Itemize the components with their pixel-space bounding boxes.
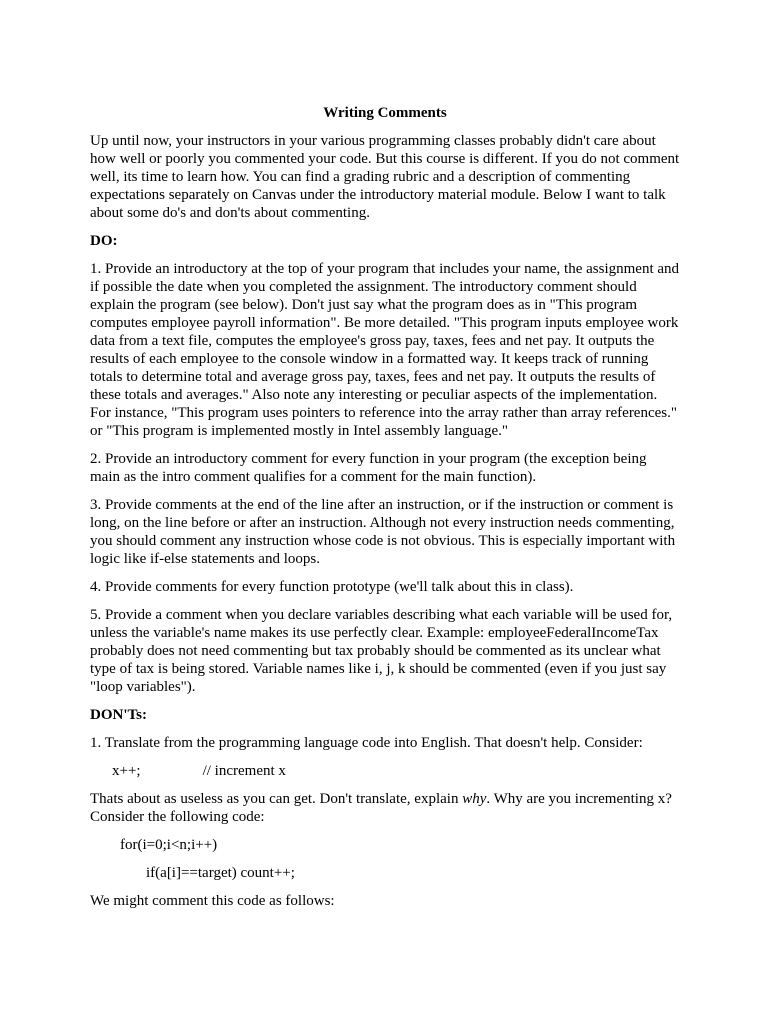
code-statement: x++; bbox=[112, 763, 141, 779]
useless-text-pre: Thats about as useless as you can get. Don't translate, explain bbox=[90, 791, 463, 807]
dont-item-1: 1. Translate from the programming language code into English. That doesn't help. Consider: bbox=[90, 735, 643, 751]
useless-text-post: . Why are you incrementing x? Consider the following code: bbox=[90, 791, 672, 825]
code-example-2-line-1: for(i=0;i<n;i++) bbox=[120, 837, 218, 853]
do-item-5: 5. Provide a comment when you declare variables describing what each variable will be used for, unless the variable's name makes its use perfectly clear. Example: employeeFederalIncomeTax probably does not need commenting but tax probably should be commented as its unclear what type of tax is being stored. Variable names like i, j, k should be commented (even if you just say "loop variables"). bbox=[90, 607, 673, 695]
do-item-2: 2. Provide an introductory comment for every function in your program (the exception being main as the intro comment qualifies for a comment for the main function). bbox=[90, 451, 647, 485]
intro-paragraph: Up until now, your instructors in your various programming classes probably didn't care about how well or poorly you commented your code. But this course is different. If you do not comment well, its time to learn how. You can find a grading rubric and a description of commenting expectations separately on Canvas under the introductory material module. Below I want to talk about some do's and don'ts about commenting. bbox=[90, 133, 680, 221]
emphasis-why: why bbox=[462, 791, 487, 807]
closing-paragraph: We might comment this code as follows: bbox=[90, 893, 335, 909]
useless-paragraph bbox=[90, 790, 680, 826]
document-title: Writing Comments bbox=[323, 105, 447, 121]
dont-heading: DON'Ts: bbox=[90, 707, 147, 723]
do-heading: DO: bbox=[90, 233, 118, 249]
do-item-4: 4. Provide comments for every function prototype (we'll talk about this in class). bbox=[90, 579, 574, 595]
do-item-3: 3. Provide comments at the end of the line after an instruction, or if the instruction or comment is long, on the line before or after an instruction. Although not every instruction needs commenting, you should comment any instruction whose code is not obvious. This is especially important with logic like if-else statements and loops. bbox=[90, 497, 676, 567]
do-item-1: 1. Provide an introductory at the top of your program that includes your name, the assignment and if possible the date when you completed the assignment. The introductory comment should explain the program (see below). Don't just say what the program does as in "This program computes employee payroll information". Be more detailed. "This program inputs employee work data from a text file, computes the employee's gross pay, taxes, fees and net pay. It outputs the results of each employee to the console window in a formatted way. It keeps track of running totals to determine total and average gross pay, taxes, fees and net pay. It outputs the results of these totals and averages." Also note any interesting or peculiar aspects of the implementation. For instance, "This program uses pointers to reference into the array rather than array references." or "This program is implemented mostly in Intel assembly language." bbox=[90, 261, 680, 439]
code-example-2-line-2: if(a[i]==target) count++; bbox=[146, 865, 295, 881]
code-example-1 bbox=[90, 762, 680, 780]
code-comment: // increment x bbox=[202, 763, 286, 779]
